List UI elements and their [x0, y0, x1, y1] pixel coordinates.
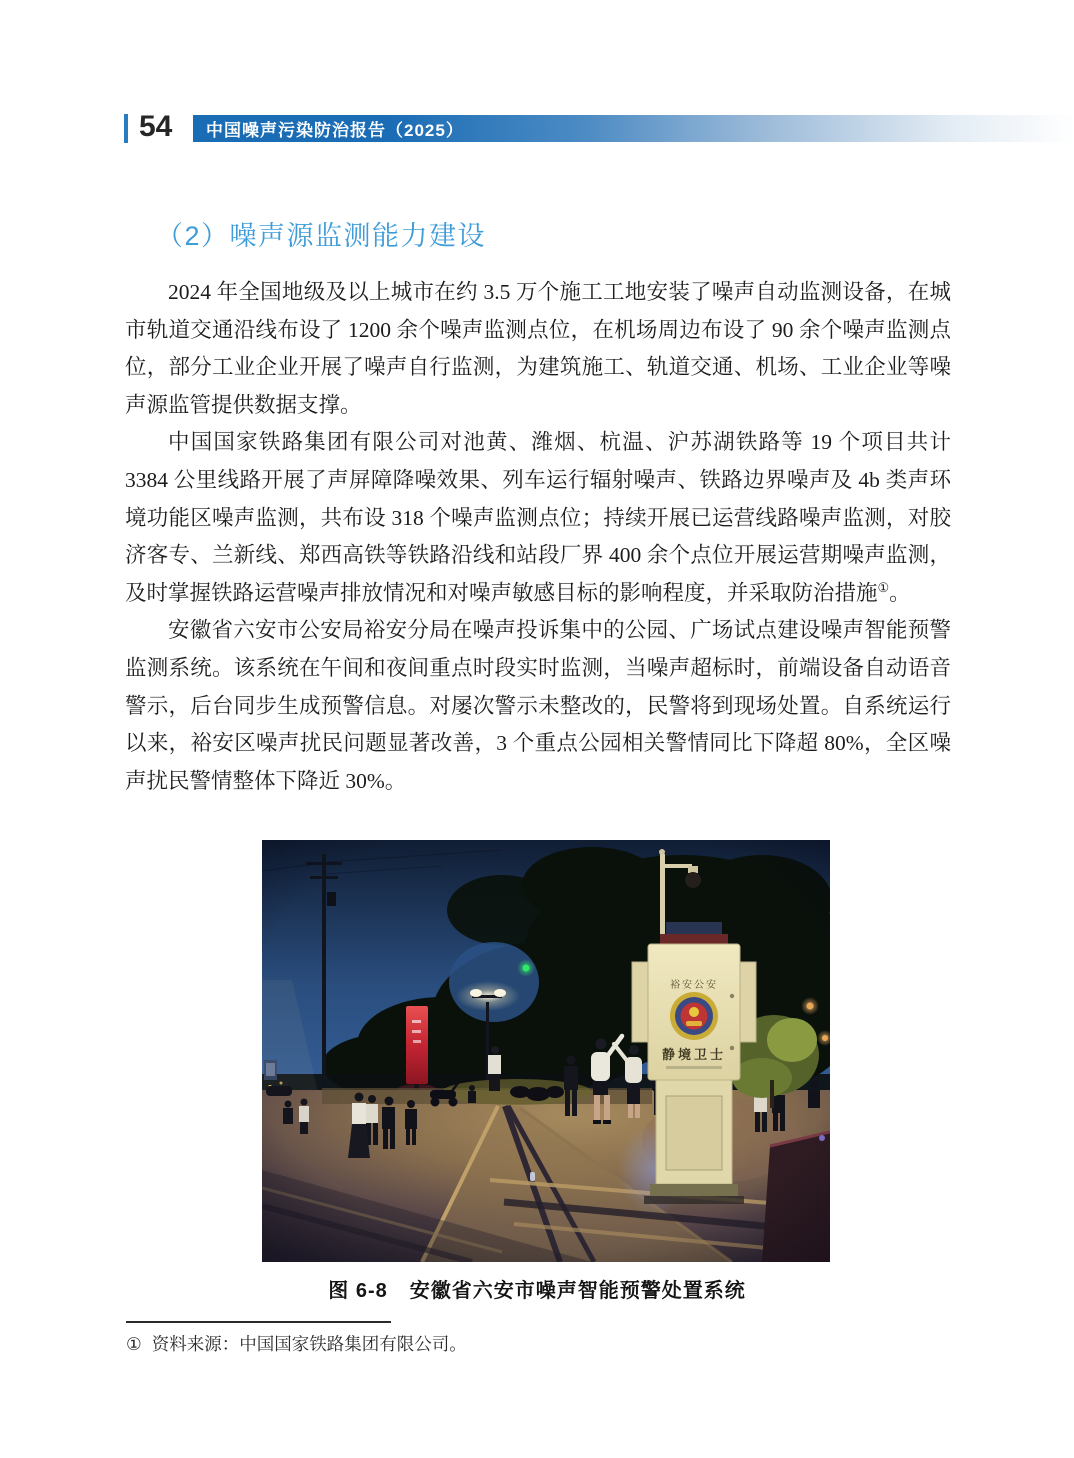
- section-heading: （2）噪声源监测能力建设: [156, 221, 487, 251]
- footnote-marker: ①: [126, 1334, 142, 1354]
- paragraph-3: 安徽省六安市公安局裕安分局在噪声投诉集中的公园、广场试点建设噪声智能预警监测系统。该系统在午间和夜间重点时段实时监测，当噪声超标时，前端设备自动语音警示，后台同步生成预警信息。对屡次警示未整改的，民警将到现场处置。自系统运行以来，裕安区噪声扰民问题显著改善，3 个重点公园相关警情同比下降超 80%，全区噪声扰民警情整体下降近 30%。: [125, 618, 951, 793]
- page-number: 54: [139, 110, 173, 143]
- page-number-accent-bar: [124, 114, 128, 143]
- footnote-reference-mark: ①: [877, 580, 890, 595]
- paragraph-2: [125, 424, 951, 612]
- footnote-divider: [126, 1321, 391, 1323]
- figure-photo: [262, 840, 830, 1262]
- paragraph-2-text: 中国国家铁路集团有限公司对池黄、潍烟、杭温、沪苏湖铁路等 19 个项目共计 3384 公里线路开展了声屏障降噪效果、列车运行辐射噪声、铁路边界噪声及 4b 类声环境功能区噪声监测，共布设 318 个噪声监测点位；持续开展已运营线路噪声监测，对胶济客专、兰新线、郑西高铁等铁路沿线和站段厂界 400 余个点位开展运营期噪声监测，及时掌握铁路运营噪声排放情况和对噪声敏感目标的影响程度，并采取防治措施: [125, 430, 951, 605]
- figure-caption-label: 图 6-8: [328, 1280, 388, 1302]
- report-title: 中国噪声污染防治报告（2025）: [206, 121, 464, 140]
- night-park-photo: [262, 840, 830, 1262]
- photo-vignette: [262, 840, 830, 1262]
- figure-caption: [0, 1274, 1074, 1303]
- body-text: [125, 274, 951, 800]
- paragraph-2-period: 。: [889, 580, 911, 605]
- figure-caption-text: 安徽省六安市噪声智能预警处置系统: [409, 1280, 746, 1302]
- footnote-text: 资料来源：中国国家铁路集团有限公司。: [151, 1334, 467, 1354]
- page-header: [124, 112, 1074, 144]
- footnote: [126, 1331, 467, 1356]
- paragraph-1: 2024 年全国地级及以上城市在约 3.5 万个施工工地安装了噪声自动监测设备，在城市轨道交通沿线布设了 1200 余个噪声监测点位，在机场周边布设了 90 余个噪声监测点位，部分工业企业开展了噪声自行监测，为建筑施工、轨道交通、机场、工业企业等噪声源监管提供数据支撑。: [125, 280, 951, 417]
- report-title-banner: [193, 115, 1074, 142]
